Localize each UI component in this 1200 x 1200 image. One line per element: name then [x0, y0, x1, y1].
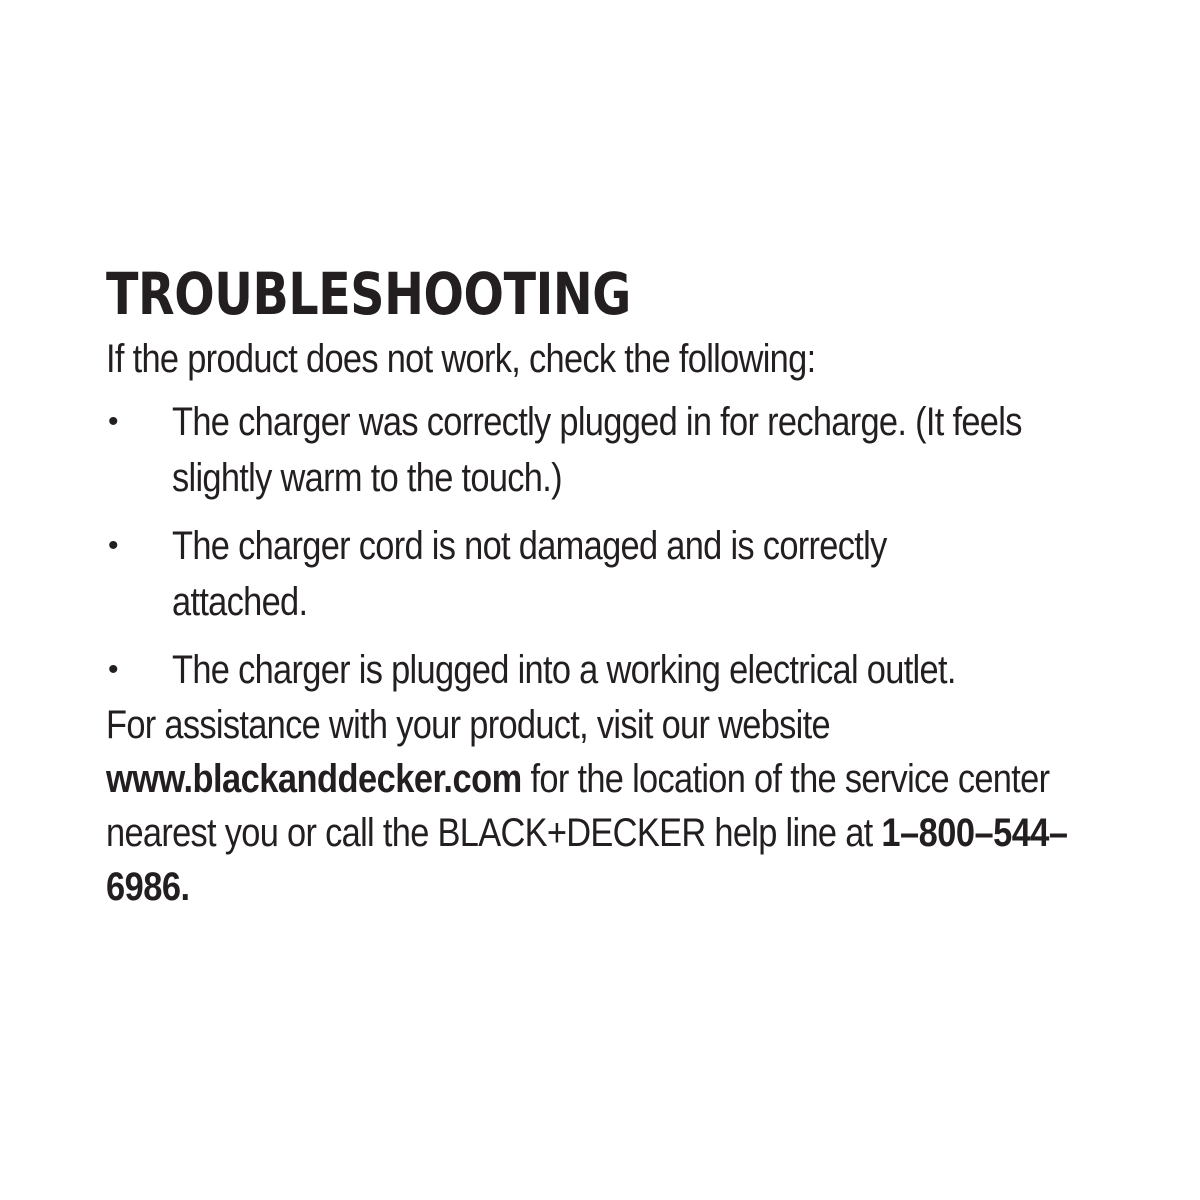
bullet-icon: •	[108, 405, 118, 438]
bullet-icon: •	[108, 529, 118, 562]
intro-text: If the product does not work, check the following:	[106, 337, 816, 381]
list-item-text: The charger is plugged into a working electrical outlet.	[172, 648, 956, 692]
list-item	[106, 518, 1166, 630]
assistance-paragraph	[106, 698, 1138, 914]
list-item	[106, 642, 1166, 698]
troubleshooting-section	[106, 262, 1166, 914]
check-list	[106, 394, 1166, 698]
bullet-icon: •	[108, 653, 118, 686]
list-item-text: The charger cord is not damaged and is correctly attached.	[172, 524, 887, 624]
list-item	[106, 394, 1166, 506]
website-link[interactable]: www.blackanddecker.com	[106, 757, 522, 801]
section-title: TROUBLESHOOTING	[106, 260, 631, 328]
list-item-text: The charger was correctly plugged in for recharge. (It feels slightly warm to the touch.)	[172, 400, 1022, 500]
phone-number: 1–800–544–6986.	[106, 811, 1068, 909]
assistance-lead: For assistance with your product, visit our website	[106, 703, 830, 747]
assistance-middle: for the location of the service center nearest you or call the BLACK+DECKER help line at	[106, 757, 1050, 855]
